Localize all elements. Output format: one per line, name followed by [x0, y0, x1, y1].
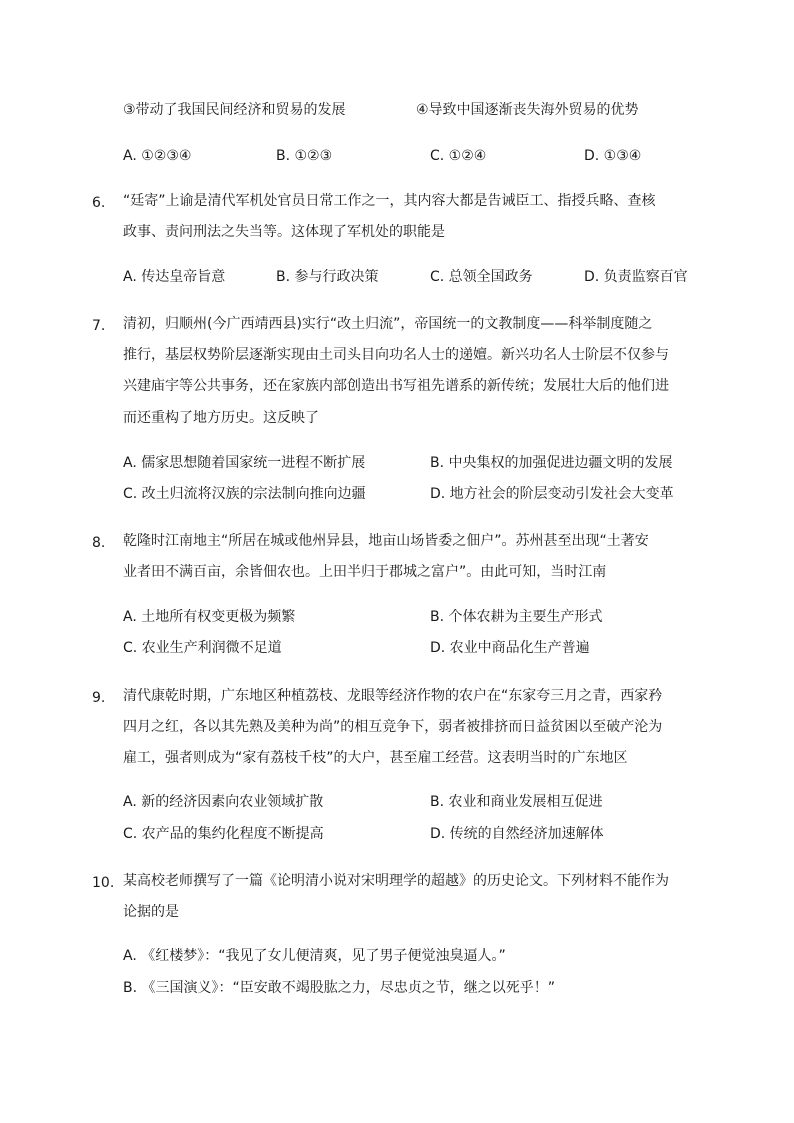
q6-option-a: A. 传达皇帝旨意	[123, 269, 226, 285]
statement-3: ③带动了我国民间经济和贸易的发展	[123, 102, 346, 118]
q6-option-b: B. 参与行政决策	[276, 269, 379, 285]
q7-option-b: B. 中央集权的加强促进边疆文明的发展	[430, 455, 673, 471]
q8-line: 业者田不满百亩，余皆佃农也。上田半归于郡城之富户”。由此可知，当时江南	[123, 564, 607, 580]
q9-line: 清代康乾时期，广东地区种植荔枝、龙眼等经济作物的农户在“东家夸三月之青，西家矜	[123, 688, 663, 704]
q10-line: 某高校老师撰写了一篇《论明清小说对宋明理学的超越》的历史论文。下列材料不能作为	[123, 873, 669, 889]
q8-line: 乾隆时江南地主“所居在城或他州异县，地亩山场皆委之佃户”。苏州甚至出现“土著安	[123, 533, 649, 549]
q8-option-b: B. 个体农耕为主要生产形式	[430, 609, 603, 625]
q9-line: 雇工，强者则成为“家有荔枝千枝”的大户，甚至雇工经营。这表明当时的广东地区	[123, 750, 628, 766]
q6-number: 6.	[92, 195, 106, 211]
q10-option-b: B. 《三国演义》：“臣安敢不竭股肱之力，尽忠贞之节，继之以死乎！”	[123, 980, 556, 996]
q6-option-c: C. 总领全国政务	[430, 269, 533, 285]
q9-option-c: C. 农产品的集约化程度不断提高	[123, 826, 324, 842]
q9-option-d: D. 传统的自然经济加速解体	[430, 826, 604, 842]
q10-number: 10.	[92, 875, 115, 891]
q9-option-b: B. 农业和商业发展相互促进	[430, 794, 603, 810]
q6-option-d: D. 负责监察百官	[584, 269, 688, 285]
q5-option-b: B. ①②③	[276, 148, 333, 164]
q8-option-d: D. 农业中商品化生产普遍	[430, 640, 590, 656]
q5-option-d: D. ①③④	[584, 148, 642, 164]
q5-option-a: A. ①②③④	[123, 148, 192, 164]
q9-number: 9.	[92, 690, 106, 706]
q8-option-c: C. 农业生产利润微不足道	[123, 640, 282, 656]
q10-line: 论据的是	[123, 904, 179, 920]
q7-line: 兴建庙宇等公共事务，还在家族内部创造出书写祖先谱系的新传统；发展壮大后的他们进	[123, 378, 669, 394]
q9-line: 四月之红，各以其先熟及美种为尚”的相互竞争下，弱者被排挤而日益贫困以至破产沦为	[123, 719, 663, 735]
q8-option-a: A. 土地所有权变更极为频繁	[123, 609, 296, 625]
q7-number: 7.	[92, 318, 106, 334]
q7-option-c: C. 改土归流将汉族的宗法制向推向边疆	[123, 486, 366, 502]
q6-line: “廷寄”上谕是清代军机处官员日常工作之一，其内容大都是告诫臣工、指授兵略、查核	[123, 193, 656, 209]
q7-option-d: D. 地方社会的阶层变动引发社会大变革	[430, 486, 674, 502]
q5-option-c: C. ①②④	[430, 148, 487, 164]
q7-line: 清初，归顺州(今广西靖西县)实行“改土归流”，帝国统一的文教制度——科举制度随之	[123, 316, 653, 332]
q6-line: 政事、责问刑法之失当等。这体现了军机处的职能是	[123, 224, 445, 240]
q7-line: 而还重构了地方历史。这反映了	[123, 410, 319, 426]
q10-option-a: A. 《红楼梦》：“我见了女儿便清爽，见了男子便觉浊臭逼人。”	[123, 948, 506, 964]
q9-option-a: A. 新的经济因素向农业领域扩散	[123, 794, 324, 810]
q7-line: 推行，基层权势阶层逐渐实现由土司头目向功名人士的递嬗。新兴功名人士阶层不仅参与	[123, 347, 669, 363]
q7-option-a: A. 儒家思想随着国家统一进程不断扩展	[123, 455, 366, 471]
statement-4: ④导致中国逐渐丧失海外贸易的优势	[416, 102, 639, 118]
q8-number: 8.	[92, 535, 106, 551]
